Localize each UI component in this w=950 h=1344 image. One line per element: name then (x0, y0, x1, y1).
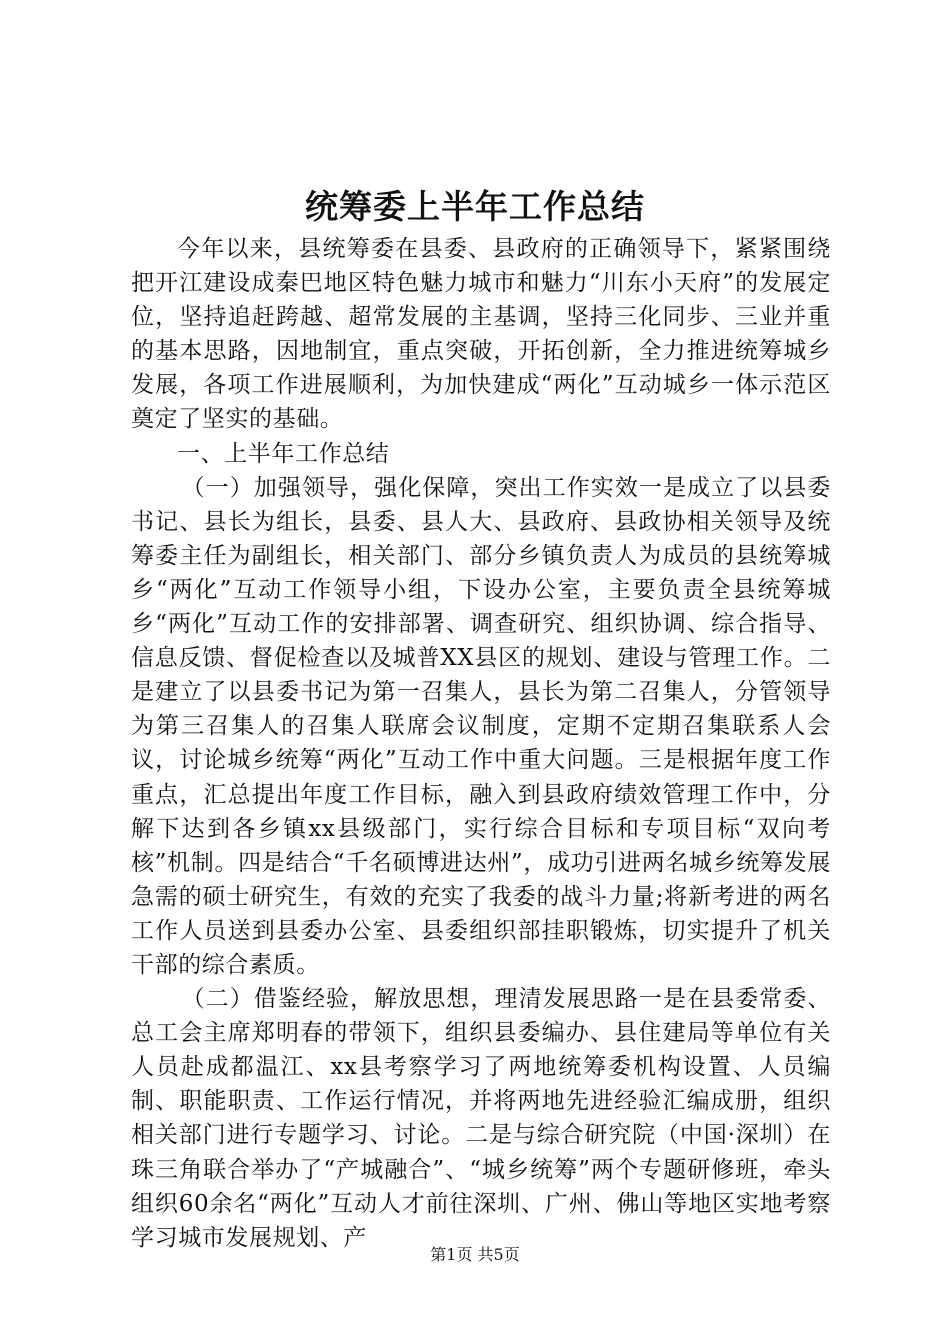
intro-paragraph: 今年以来，县统筹委在县委、县政府的正确领导下，紧紧围绕把开江建设成秦巴地区特色魅力城市和魅力“川东小天府”的发展定位，坚持追赶跨越、超常发展的主基调，坚持三化同步、三业并重的基本思路，因地制宜，重点突破，开拓创新，全力推进统筹城乡发展，各项工作进展顺利，为加快建成“两化”互动城乡一体示范区奠定了坚实的基础。 (131, 236, 831, 433)
page-number-footer: 第1页 共5页 (430, 1245, 520, 1264)
section-heading: 一、上半年工作总结 (177, 440, 390, 467)
document-title: 统筹委上半年工作总结 (305, 187, 645, 226)
section-paragraph-1: （一）加强领导，强化保障，突出工作实效一是成立了以县委书记、县长为组长，县委、县人大、县政府、县政协相关领导及统筹委主任为副组长，相关部门、部分乡镇负责人为成员的县统筹城乡“两化”互动工作领导小组，下设办公室，主要负责全县统筹城乡“两化”互动工作的安排部署、调查研究、组织协调、综合指导、信息反馈、督促检查以及城普XX县区的规划、建设与管理工作。二是建立了以县委书记为第一召集人，县长为第二召集人，分管领导为第三召集人的召集人联席会议制度，定期不定期召集联系人会议，讨论城乡统筹“两化”互动工作中重大问题。三是根据年度工作重点，汇总提出年度工作目标，融入到县政府绩效管理工作中，分解下达到各乡镇xx县级部门，实行综合目标和专项目标“双向考核”机制。四是结合“千名硕博进达州”，成功引进两名城乡统筹发展急需的硕士研究生，有效的充实了我委的战斗力量;将新考进的两名工作人员送到县委办公室、县委组织部挂职锻炼，切实提升了机关干部的综合素质。 (131, 474, 831, 978)
document-body (131, 232, 831, 1255)
section-paragraph-2: （二）借鉴经验，解放思想，理清发展思路一是在县委常委、总工会主席郑明春的带领下，组织县委编办、县住建局等单位有关人员赴成都温江、xx县考察学习了两地统筹委机构设置、人员编制、职能职责、工作运行情况，并将两地先进经验汇编成册，组织相关部门进行专题学习、讨论。二是与综合研究院（中国·深圳）在珠三角联合举办了“产城融合”、“城乡统筹”两个专题研修班，牵头组织60余名“两化”互动人才前往深圳、广州、佛山等地区实地考察学习城市发展规划、产 (131, 986, 831, 1251)
